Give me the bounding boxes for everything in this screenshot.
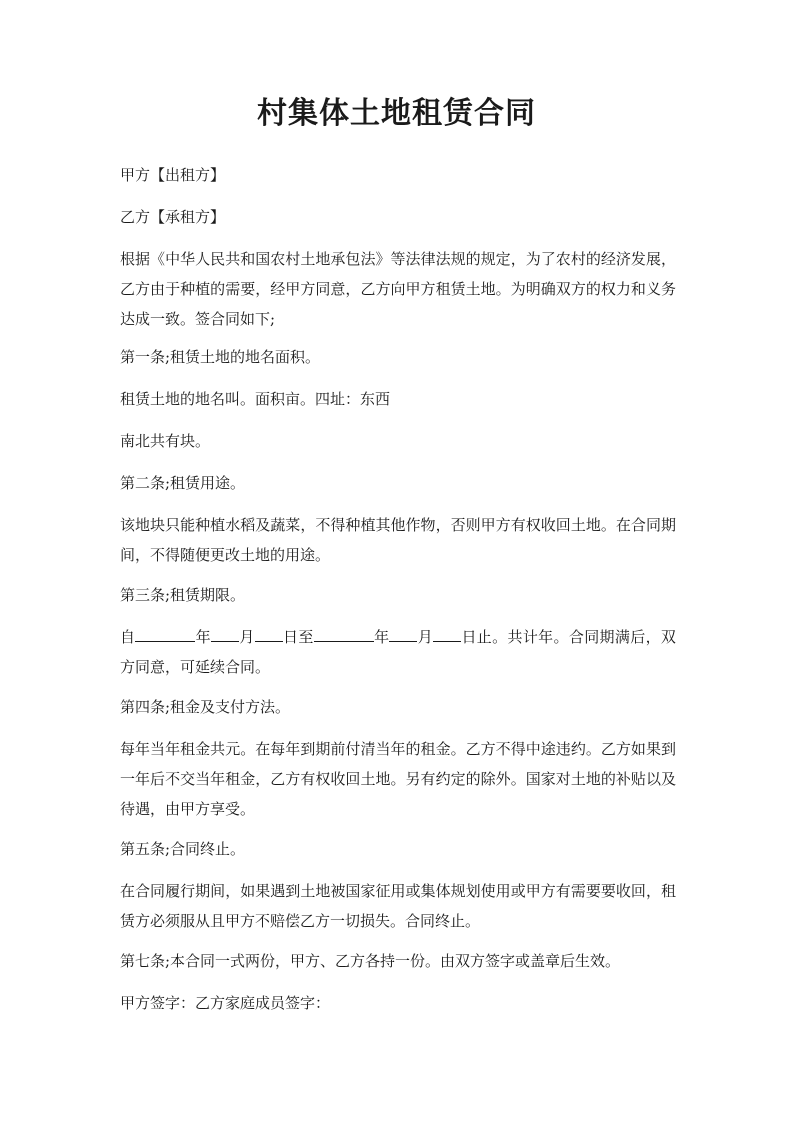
article-2-heading: 第二条;租赁用途。: [120, 474, 246, 492]
signature-line: 甲方签字：乙方家庭成员签字：: [120, 994, 331, 1012]
party-b-line: 乙方【承租方】: [120, 208, 226, 226]
article-3-heading: 第三条;租赁期限。: [120, 586, 246, 604]
article-1-line-2: 南北共有块。: [120, 432, 211, 450]
article-4-heading: 第四条;租金及支付方法。: [120, 698, 291, 716]
start-month-blank: [211, 627, 239, 642]
intro-paragraph: 根据《中华人民共和国农村土地承包法》等法律法规的规定，为了农村的经济发展，乙方由于种植的需要，经甲方同意，乙方向甲方租赁土地。为明确双方的权力和义务达成一致。签合同如下;: [120, 250, 676, 328]
end-year-blank: [314, 627, 374, 642]
page-title: 村集体土地租赁合同: [257, 96, 536, 131]
term-year-label: 年: [195, 628, 212, 646]
article-1-heading: 第一条;租赁土地的地名面积。: [120, 348, 321, 366]
article-2-body: 该地块只能种植水稻及蔬菜，不得种植其他作物，否则甲方有权收回土地。在合同期间，不得随便更改土地的用途。: [120, 516, 676, 564]
term-month-label-2: 月: [417, 628, 434, 646]
term-day-to-label: 日至: [282, 628, 314, 646]
article-4-body: 每年当年租金共元。在每年到期前付清当年的租金。乙方不得中途违约。乙方如果到一年后不交当年租金，乙方有权收回土地。另有约定的除外。国家对土地的补贴以及待遇，由甲方享受。: [120, 740, 676, 818]
term-year-label-2: 年: [373, 628, 390, 646]
start-year-blank: [135, 627, 195, 642]
term-tail-text: 日止。共计年。合同期满后，双方同意，可延续合同。: [120, 628, 676, 676]
article-5-heading: 第五条;合同终止。: [120, 840, 246, 858]
party-a-line: 甲方【出租方】: [120, 166, 226, 184]
article-5-body: 在合同履行期间，如果遇到土地被国家征用或集体规划使用或甲方有需要要收回，租赁方必须服从且甲方不赔偿乙方一切损失。合同终止。: [120, 882, 676, 930]
term-from-label: 自: [120, 628, 136, 646]
start-day-blank: [255, 627, 283, 642]
article-1-line-1: 租赁土地的地名叫。面积亩。四址：东西: [120, 390, 391, 408]
term-month-label: 月: [239, 628, 255, 646]
article-7-paragraph: 第七条;本合同一式两份，甲方、乙方各持一份。由双方签字或盖章后生效。: [120, 952, 621, 970]
end-day-blank: [433, 627, 461, 642]
article-3-term: [120, 622, 676, 682]
end-month-blank: [389, 627, 417, 642]
